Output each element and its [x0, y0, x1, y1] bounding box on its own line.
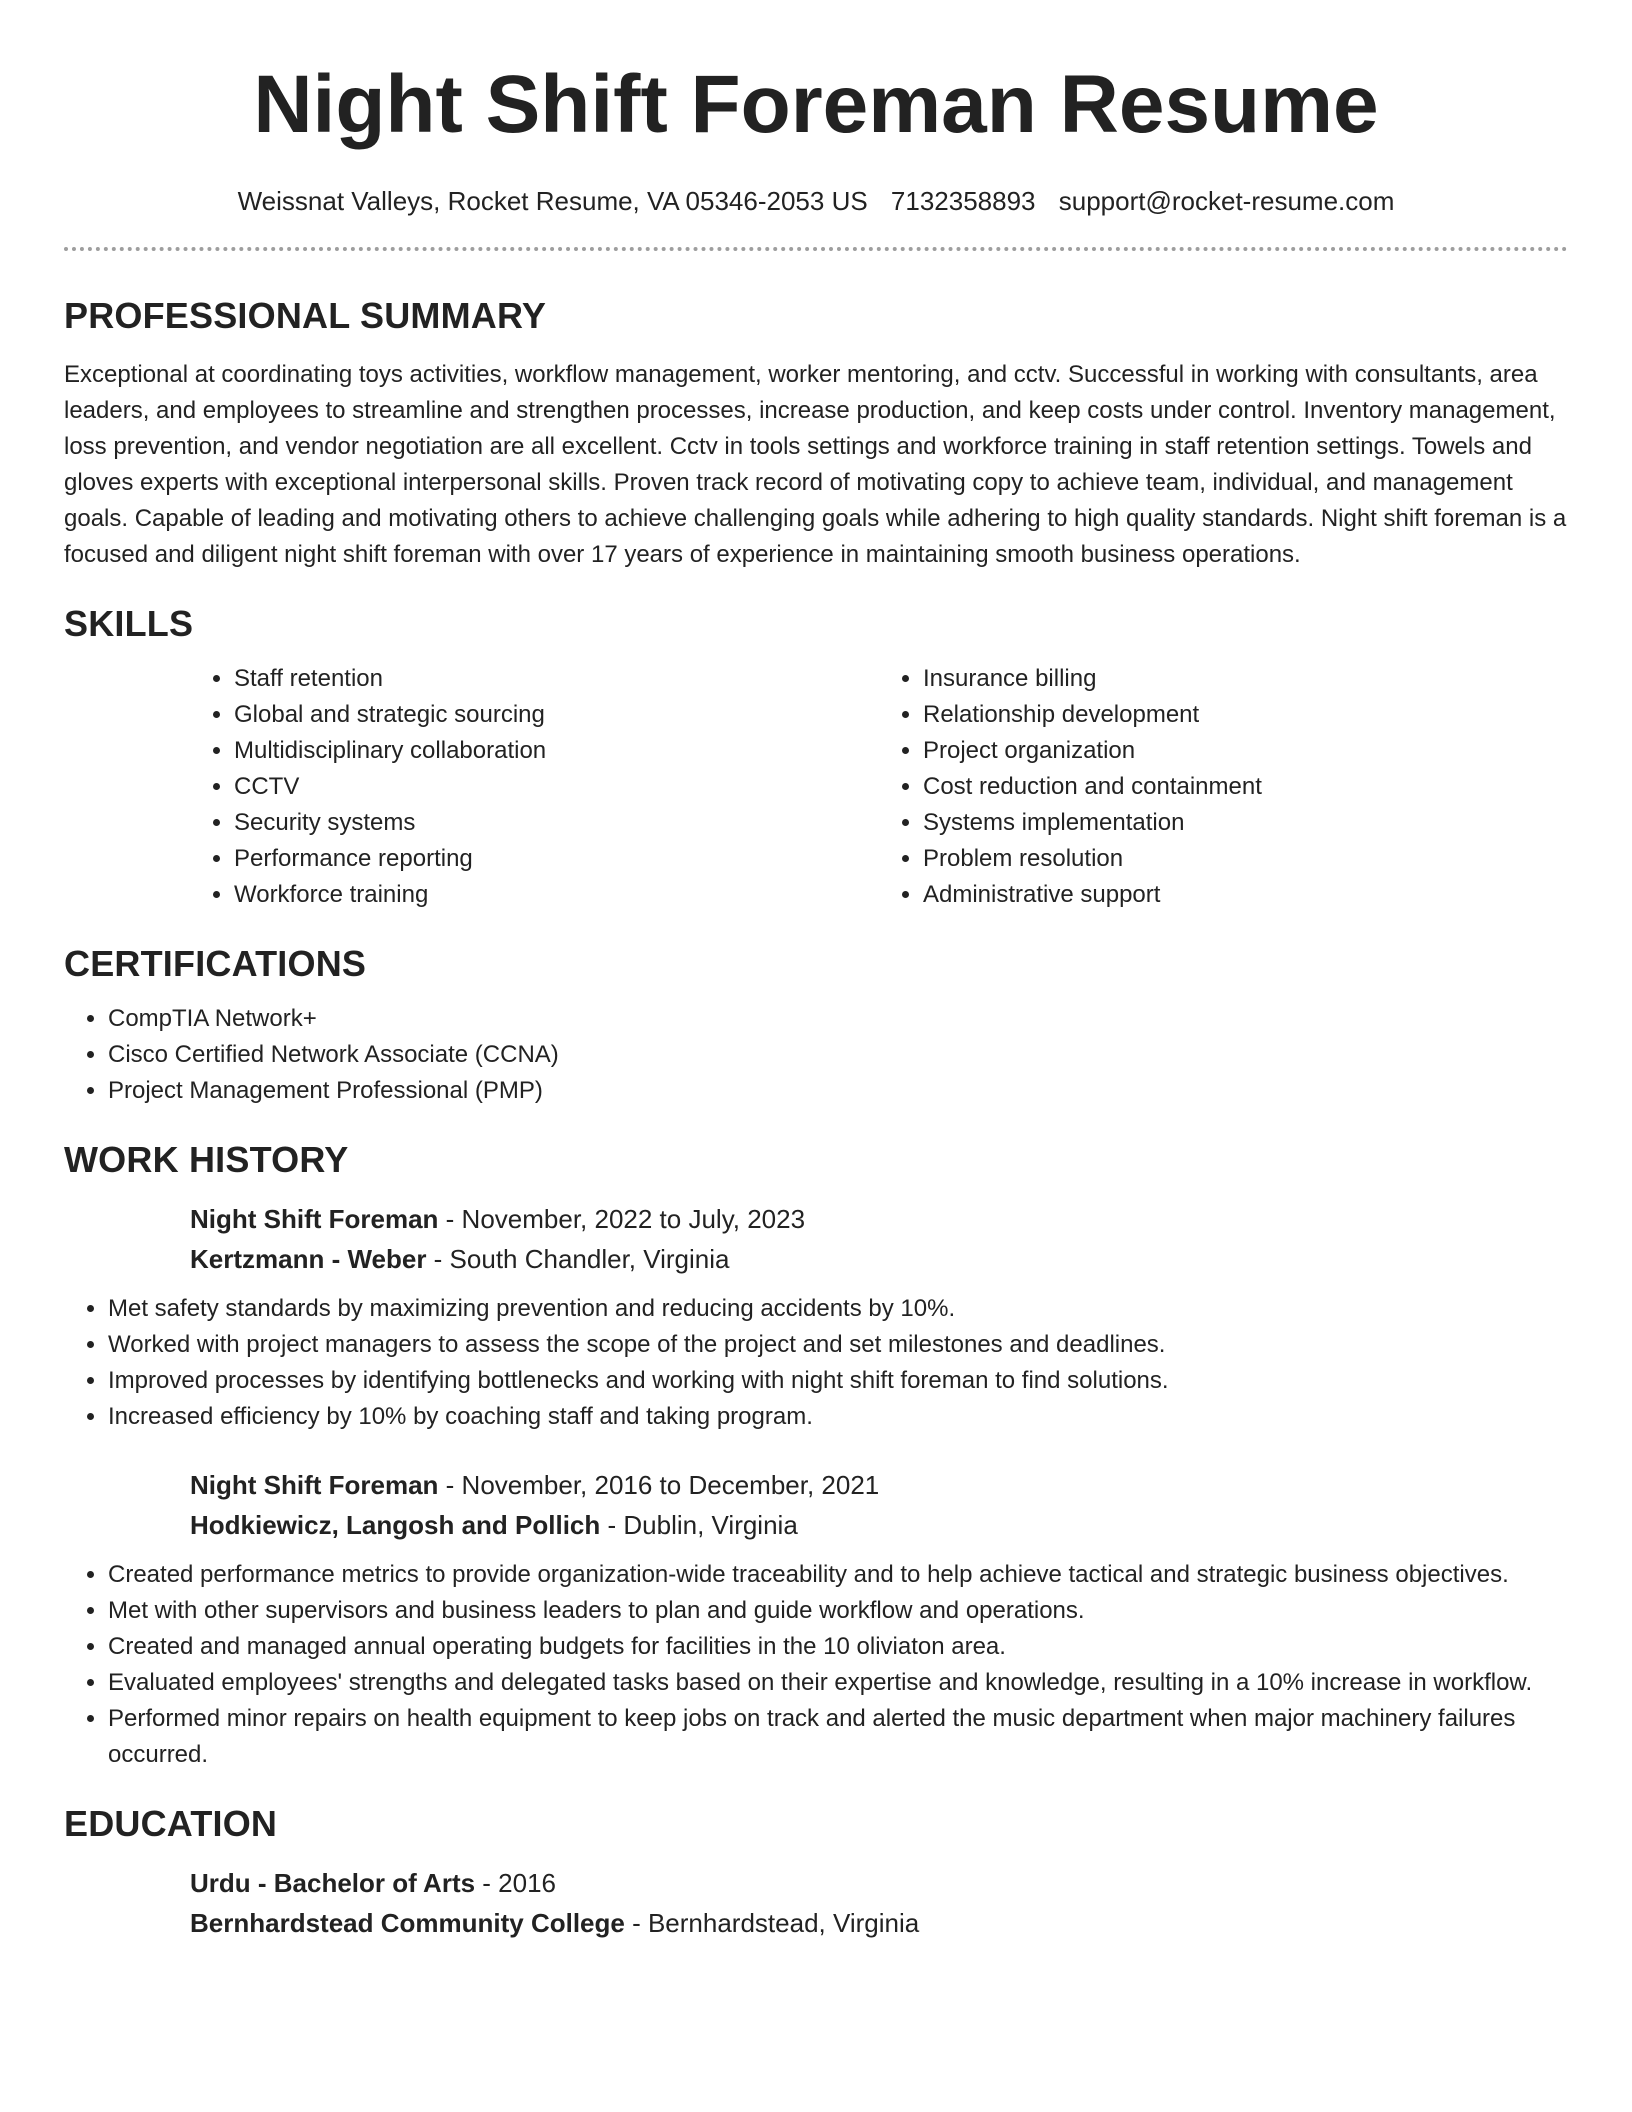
job-bullets [64, 1291, 1568, 1435]
job-bullet: • Created and managed annual operating budgets for facilities in the 10 oliviaton area. [108, 1629, 1568, 1665]
skills-heading: SKILLS [64, 603, 194, 644]
contact-line [64, 186, 1568, 217]
job-bullet: • Increased efficiency by 10% by coaching staff and taking program. [108, 1399, 1568, 1435]
job-bullets [64, 1557, 1568, 1773]
job-company-line [190, 1505, 1568, 1545]
job-bullet: • Performed minor repairs on health equipment to keep jobs on track and alerted the music department when major machinery failures occurred. [108, 1701, 1568, 1773]
job-title: Night Shift Foreman [190, 1470, 439, 1500]
skill-item: • Project organization [923, 733, 1568, 769]
certification-item: • Project Management Professional (PMP) [108, 1073, 1568, 1109]
skills-column-right [879, 661, 1568, 913]
skill-item: • Global and strategic sourcing [234, 697, 879, 733]
job-bullet: • Created performance metrics to provide organization-wide traceability and to help achieve tactical and strategic business objectives. [108, 1557, 1568, 1593]
job-dates: - November, 2022 to July, 2023 [438, 1204, 806, 1234]
skill-item: • Problem resolution [923, 841, 1568, 877]
skill-item: • Performance reporting [234, 841, 879, 877]
certifications-heading: CERTIFICATIONS [64, 943, 367, 984]
job-entry [190, 1199, 1568, 1279]
certification-item: • Cisco Certified Network Associate (CCNA) [108, 1037, 1568, 1073]
skill-item: • Systems implementation [923, 805, 1568, 841]
header-divider [64, 247, 1568, 251]
skill-item: • CCTV [234, 769, 879, 805]
education-year: - 2016 [475, 1868, 557, 1898]
skill-item: • Multidisciplinary collaboration [234, 733, 879, 769]
job-location: - South Chandler, Virginia [426, 1244, 730, 1274]
skill-item: • Administrative support [923, 877, 1568, 913]
education-degree-line [190, 1863, 1568, 1903]
contact-address: Weissnat Valleys, Rocket Resume, VA 05346-2053 US [237, 186, 868, 216]
resume-title: Night Shift Foreman Resume [253, 59, 1379, 150]
job-company-line [190, 1239, 1568, 1279]
education-heading: EDUCATION [64, 1803, 278, 1844]
skills-column-left [190, 661, 879, 913]
skill-item: • Relationship development [923, 697, 1568, 733]
summary-heading: PROFESSIONAL SUMMARY [64, 295, 547, 336]
job-title-line [190, 1465, 1568, 1505]
job-bullet: • Worked with project managers to assess the scope of the project and set milestones and deadlines. [108, 1327, 1568, 1363]
job-company: Kertzmann - Weber [190, 1244, 427, 1274]
job-dates: - November, 2016 to December, 2021 [438, 1470, 880, 1500]
contact-phone: 7132358893 [890, 186, 1036, 216]
education-entry [190, 1863, 1568, 1943]
work-history-heading: WORK HISTORY [64, 1139, 349, 1180]
education-school: Bernhardstead Community College [190, 1908, 625, 1938]
certifications-list [64, 1001, 1568, 1109]
skill-item: • Insurance billing [923, 661, 1568, 697]
job-title: Night Shift Foreman [190, 1204, 439, 1234]
job-bullet: • Evaluated employees' strengths and delegated tasks based on their expertise and knowledge, resulting in a 10% increase in workflow. [108, 1665, 1568, 1701]
skill-item: • Workforce training [234, 877, 879, 913]
job-entry [190, 1465, 1568, 1545]
job-bullet: • Met safety standards by maximizing prevention and reducing accidents by 10%. [108, 1291, 1568, 1327]
certification-item: • CompTIA Network+ [108, 1001, 1568, 1037]
summary-text: Exceptional at coordinating toys activities, workflow management, worker mentoring, and cctv. Successful in working with consultants, area leaders, and employees to streamline and strengthen processes, increase production, and keep costs under control. Inventory management, loss prevention, and vendor negotiation are all excellent. Cctv in tools settings and workforce training in staff retention settings. Towels and gloves experts with exceptional interpersonal skills. Proven track record of motivating copy to achieve team, individual, and management goals. Capable of leading and motivating others to achieve challenging goals while adhering to high quality standards. Night shift foreman is a focused and diligent night shift foreman with over 17 years of experience in maintaining smooth business operations. [64, 361, 1567, 568]
skill-item: • Security systems [234, 805, 879, 841]
skill-item: • Cost reduction and containment [923, 769, 1568, 805]
job-company: Hodkiewicz, Langosh and Pollich [190, 1510, 601, 1540]
job-bullet: • Met with other supervisors and business leaders to plan and guide workflow and operations. [108, 1593, 1568, 1629]
education-degree: Urdu - Bachelor of Arts [190, 1868, 476, 1898]
skills-list [190, 661, 1568, 913]
job-location: - Dublin, Virginia [600, 1510, 798, 1540]
education-school-line [190, 1903, 1568, 1943]
education-location: - Bernhardstead, Virginia [624, 1908, 920, 1938]
skill-item: • Staff retention [234, 661, 879, 697]
job-title-line [190, 1199, 1568, 1239]
job-bullet: • Improved processes by identifying bottlenecks and working with night shift foreman to find solutions. [108, 1363, 1568, 1399]
contact-email: support@rocket-resume.com [1058, 186, 1395, 216]
